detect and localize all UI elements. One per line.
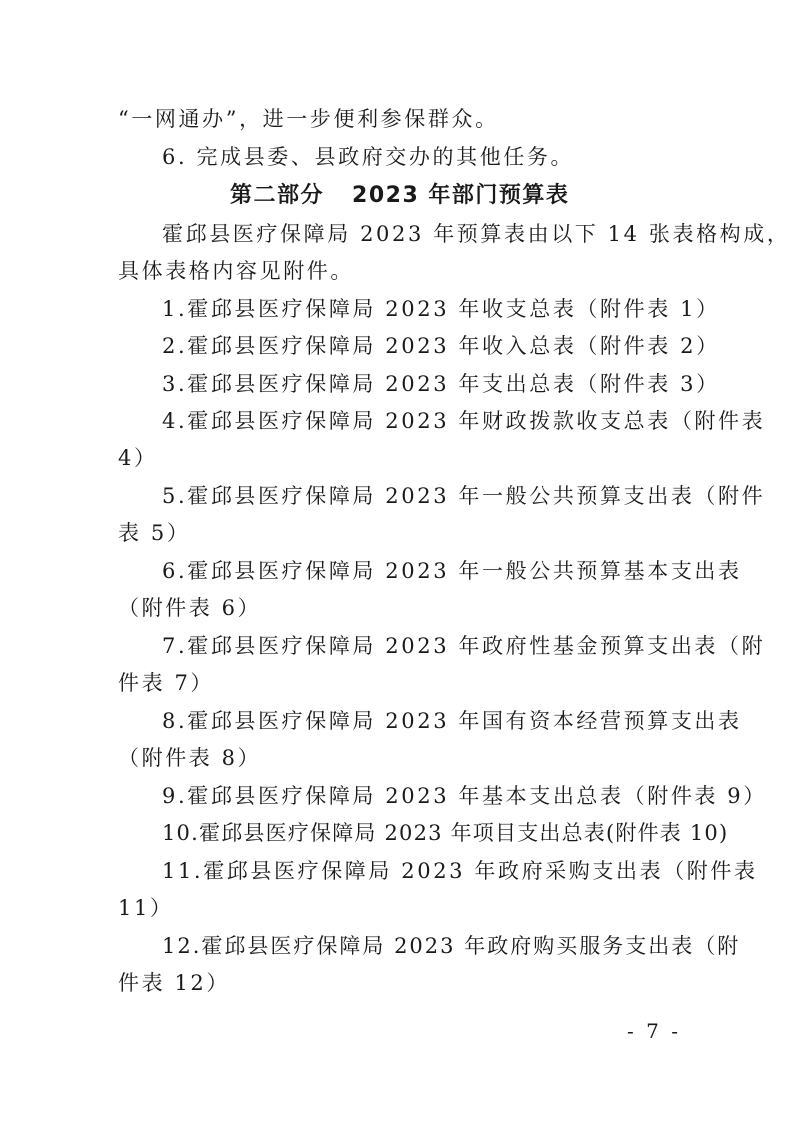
intro-line-1: “一网通办”，进一步便利参保群众。: [118, 107, 499, 131]
section-heading: [230, 182, 569, 210]
table-item-7-cont: 件表 7）: [118, 671, 215, 695]
table-item-6: 6.霍邱县医疗保障局 2023 年一般公共预算基本支出表: [162, 559, 742, 583]
table-item-7: 7.霍邱县医疗保障局 2023 年政府性基金预算支出表（附: [162, 634, 766, 658]
summary-line-2: 具体表格内容见附件。: [118, 259, 354, 283]
table-item-12: 12.霍邱县医疗保障局 2023 年政府购买服务支出表（附: [162, 934, 741, 958]
table-item-6-cont: （附件表 6）: [118, 596, 262, 620]
table-item-4-cont: 4）: [118, 446, 158, 470]
table-item-9: 9.霍邱县医疗保障局 2023 年基本支出总表（附件表 9）: [162, 784, 767, 808]
table-item-5: 5.霍邱县医疗保障局 2023 年一般公共预算支出表（附件: [162, 484, 766, 508]
table-item-5-cont: 表 5）: [118, 521, 191, 545]
table-item-2: 2.霍邱县医疗保障局 2023 年收入总表（附件表 2）: [162, 334, 720, 358]
table-item-8-cont: （附件表 8）: [118, 746, 262, 770]
table-item-8: 8.霍邱县医疗保障局 2023 年国有资本经营预算支出表: [162, 709, 742, 733]
table-item-11-cont: 11）: [118, 896, 174, 920]
table-item-3: 3.霍邱县医疗保障局 2023 年支出总表（附件表 3）: [162, 372, 720, 396]
section-title: 2023 年部门预算表: [352, 183, 570, 208]
table-item-4: 4.霍邱县医疗保障局 2023 年财政拨款收支总表（附件表: [162, 409, 766, 433]
summary-line-1: 霍邱县医疗保障局 2023 年预算表由以下 14 张表格构成，: [162, 222, 791, 246]
page-number: - 7 -: [627, 1019, 681, 1043]
table-item-10: 10.霍邱县医疗保障局 2023 年项目支出总表(附件表 10): [162, 821, 729, 845]
section-part-label: 第二部分: [230, 183, 325, 208]
table-item-11: 11.霍邱县医疗保障局 2023 年政府采购支出表（附件表: [162, 859, 758, 883]
table-item-12-cont: 件表 12）: [118, 971, 230, 995]
intro-line-2: 6. 完成县委、县政府交办的其他任务。: [162, 145, 575, 169]
table-item-1: 1.霍邱县医疗保障局 2023 年收支总表（附件表 1）: [162, 297, 720, 321]
